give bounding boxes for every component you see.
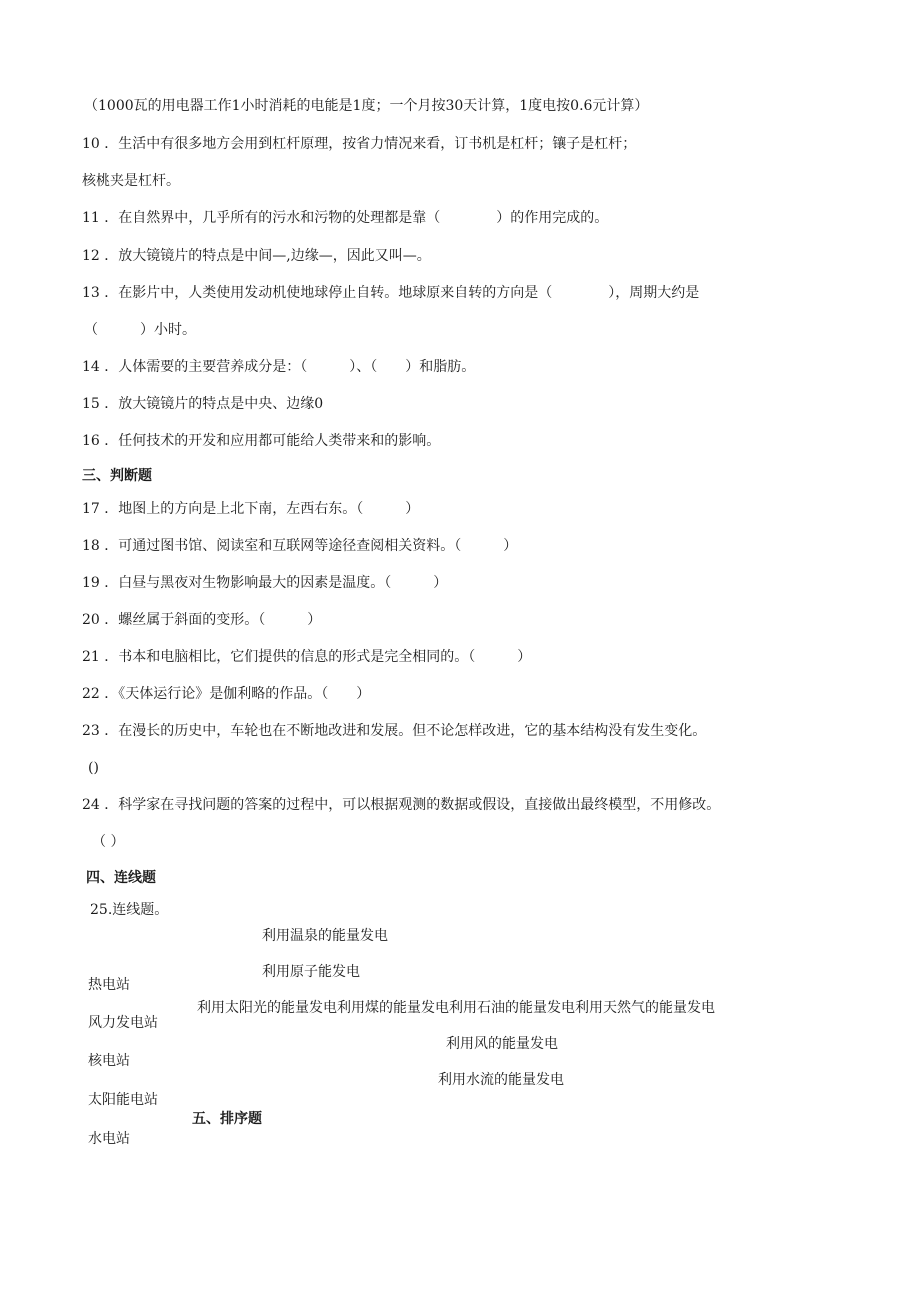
match-right-item: 利用水流的能量发电 xyxy=(438,1072,564,1088)
match-left-item: 热电站 xyxy=(88,977,130,993)
question-18: 18 ．可通过图书馆、阅读室和互联网等途径查阅相关资料。（ ） xyxy=(82,538,518,554)
match-right-item: 利用原子能发电 xyxy=(262,964,360,980)
match-right-item: 利用温泉的能量发电 xyxy=(262,928,388,944)
question-14: 14 ．人体需要的主要营养成分是：（ ）、（ ）和脂肪。 xyxy=(82,359,476,375)
section-5-heading: 五、排序题 xyxy=(192,1111,262,1127)
question-23-answer: () xyxy=(88,760,99,776)
question-21: 21 ．书本和电脑相比，它们提供的信息的形式是完全相同的。（ ） xyxy=(82,649,532,665)
section-3-heading: 三、判断题 xyxy=(82,468,152,484)
question-11: 11 ．在自然界中，几乎所有的污水和污物的处理都是靠（ ）的作用完成的。 xyxy=(82,210,609,226)
question-13-cont: （ ）小时。 xyxy=(84,322,196,338)
match-left-item: 核电站 xyxy=(88,1053,130,1069)
question-13: 13 ．在影片中，人类使用发动机使地球停止自转。地球原来自转的方向是（ ），周期大约是 xyxy=(82,285,700,301)
question-22: 22 ．《天体运行论》是伽利略的作品。（ ） xyxy=(82,686,371,702)
question-25: 25.连线题。 xyxy=(90,902,169,918)
match-left-item: 风力发电站 xyxy=(88,1015,158,1031)
match-right-item: 利用风的能量发电 xyxy=(446,1036,558,1052)
question-10: 10 ．生活中有很多地方会用到杠杆原理，按省力情况来看，订书机是杠杆；镶子是杠杆； xyxy=(82,136,637,152)
question-12: 12 ．放大镜镜片的特点是中间—,边缘—，因此又叫—。 xyxy=(82,248,431,264)
question-20: 20 ．螺丝属于斜面的变形。（ ） xyxy=(82,612,322,628)
question-24-answer: （ ） xyxy=(92,834,125,850)
section-4-heading: 四、连线题 xyxy=(86,870,156,886)
question-23: 23 ．在漫长的历史中，车轮也在不断地改进和发展。但不论怎样改进，它的基本结构没有发生变化。 xyxy=(82,723,707,739)
question-10-cont: 核桃夹是杠杆。 xyxy=(82,173,180,189)
question-17: 17 ．地图上的方向是上北下南，左西右东。（ ） xyxy=(82,501,420,517)
question-15: 15 ．放大镜镜片的特点是中央、边缘0 xyxy=(82,396,324,412)
match-left-item: 水电站 xyxy=(88,1131,130,1147)
match-left-item: 太阳能电站 xyxy=(88,1092,158,1108)
question-24: 24 ．科学家在寻找问题的答案的过程中，可以根据观测的数据或假设，直接做出最终模型，不用修改。 xyxy=(82,797,721,813)
match-right-item: 利用太阳光的能量发电利用煤的能量发电利用石油的能量发电利用天然气的能量发电 xyxy=(197,1000,715,1016)
question-19: 19 ．白昼与黑夜对生物影响最大的因素是温度。（ ） xyxy=(82,575,448,591)
question-16: 16 ．任何技术的开发和应用都可能给人类带来和的影响。 xyxy=(82,433,441,449)
unit-note: （1000瓦的用电器工作1小时消耗的电能是1度；一个月按30天计算，1度电按0.6元计算） xyxy=(84,98,649,114)
